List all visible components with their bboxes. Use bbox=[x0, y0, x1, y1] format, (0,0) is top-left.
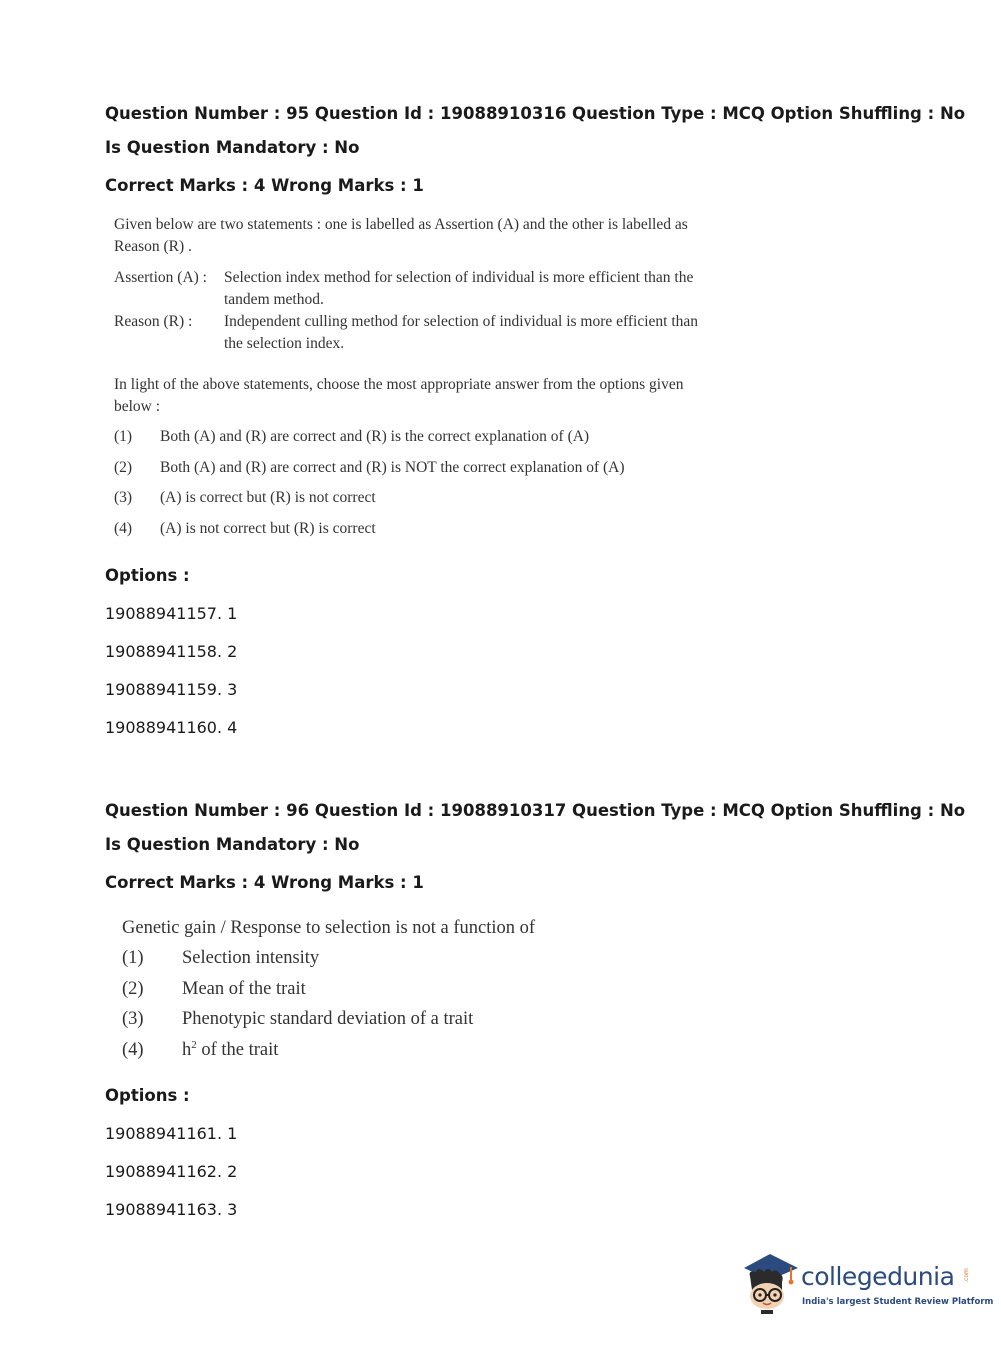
option-id: 19088941160. 4 bbox=[105, 718, 238, 737]
choice bbox=[114, 483, 714, 514]
choice-number: (4) bbox=[122, 1039, 144, 1060]
choice-text: (A) is not correct but (R) is correct bbox=[160, 519, 376, 537]
choice bbox=[114, 453, 714, 484]
q95-header: Question Number : 95 Question Id : 19088910316 Question Type : MCQ Option Shuffling : No bbox=[105, 104, 966, 123]
choice bbox=[122, 944, 682, 975]
logo-com: .com bbox=[962, 1268, 970, 1283]
q96-stem: Genetic gain / Response to selection is not a function of bbox=[122, 918, 536, 938]
q96-options-label: Options : bbox=[105, 1086, 190, 1105]
option-id: 19088941161. 1 bbox=[105, 1124, 238, 1143]
reason-text: Independent culling method for selection of individual is more efficient than the selection index. bbox=[224, 313, 699, 352]
choice-text bbox=[182, 1040, 278, 1061]
choice-number: (1) bbox=[114, 428, 133, 446]
q96-question-image bbox=[122, 913, 682, 1066]
choice-number: (3) bbox=[122, 1009, 144, 1030]
option-id: 19088941162. 2 bbox=[105, 1162, 238, 1181]
choice-text: Mean of the trait bbox=[182, 978, 306, 999]
q95-choices bbox=[114, 422, 714, 544]
choice-text: Phenotypic standard deviation of a trait bbox=[182, 1009, 474, 1030]
choice bbox=[122, 1005, 682, 1036]
q96-marks: Correct Marks : 4 Wrong Marks : 1 bbox=[105, 873, 424, 892]
option-id: 19088941157. 1 bbox=[105, 604, 238, 623]
choice-text: Selection intensity bbox=[182, 948, 320, 969]
q95-instruction: In light of the above statements, choose the most appropriate answer from the options given below : bbox=[114, 376, 684, 415]
option-id: 19088941163. 3 bbox=[105, 1200, 238, 1219]
logo-tagline: India's largest Student Review Platform bbox=[802, 1297, 994, 1307]
q96-mandatory: Is Question Mandatory : No bbox=[105, 835, 360, 854]
q95-assertion bbox=[114, 267, 714, 311]
assertion-text: Selection index method for selection of individual is more efficient than the tandem method. bbox=[224, 269, 694, 308]
q95-options-label: Options : bbox=[105, 566, 190, 585]
choice bbox=[122, 974, 682, 1005]
q95-mandatory: Is Question Mandatory : No bbox=[105, 138, 360, 157]
choice-text: Both (A) and (R) are correct and (R) is the correct explanation of (A) bbox=[160, 428, 590, 446]
q95-intro: Given below are two statements : one is labelled as Assertion (A) and the other is labelled as Reason (R) . bbox=[114, 216, 688, 255]
choice bbox=[114, 422, 714, 453]
choice bbox=[122, 1035, 682, 1066]
choice-text-rest: of the trait bbox=[196, 1039, 279, 1060]
choice-number: (3) bbox=[114, 489, 133, 507]
q96-header: Question Number : 96 Question Id : 19088910317 Question Type : MCQ Option Shuffling : No bbox=[105, 801, 966, 820]
choice-number: (1) bbox=[122, 948, 144, 969]
q95-reason bbox=[114, 311, 714, 355]
h-symbol: h bbox=[182, 1039, 192, 1060]
collegedunia-logo bbox=[740, 1250, 994, 1320]
choice-number: (4) bbox=[114, 519, 133, 537]
option-id: 19088941159. 3 bbox=[105, 680, 238, 699]
q95-marks: Correct Marks : 4 Wrong Marks : 1 bbox=[105, 176, 424, 195]
choice-number: (2) bbox=[114, 458, 133, 476]
superscript-2: 2 bbox=[191, 1038, 197, 1051]
choice-text: (A) is correct but (R) is not correct bbox=[160, 489, 376, 507]
reason-label: Reason (R) : bbox=[114, 313, 193, 330]
option-id: 19088941158. 2 bbox=[105, 642, 238, 661]
choice-text: Both (A) and (R) are correct and (R) is NOT the correct explanation of (A) bbox=[160, 458, 625, 476]
logo-wordmark: collegedunia bbox=[801, 1262, 955, 1291]
choice-number: (2) bbox=[122, 978, 144, 999]
choice bbox=[114, 514, 714, 545]
mascot-icon bbox=[740, 1250, 802, 1320]
assertion-label: Assertion (A) : bbox=[114, 269, 207, 286]
q95-question-image bbox=[114, 214, 714, 544]
